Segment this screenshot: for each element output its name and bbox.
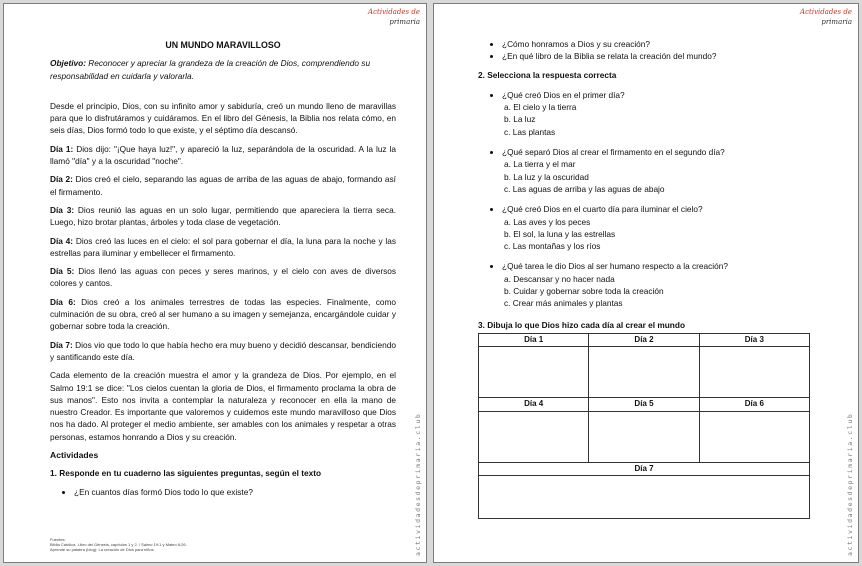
question-item: • ¿En cuantos días formó Dios todo lo que existe? (74, 486, 396, 498)
answer-option[interactable]: a. El cielo y la tierra (504, 102, 577, 113)
section-3-heading: 3. Dibuja lo que Dios hizo cada día al crear el mundo (478, 319, 686, 330)
side-watermark: actividadesdeprimaria.club (414, 412, 422, 556)
answer-option[interactable]: a. Las aves y los peces (504, 216, 591, 227)
day-paragraph: Día 2: Dios creó el cielo, separando las aguas de arriba de las aguas de abajo, formando así el firmamento. (50, 174, 396, 197)
drawing-box[interactable] (699, 347, 809, 398)
activities-heading: Actividades (50, 450, 99, 461)
day-header: Día 5 (589, 398, 699, 411)
day-header: Día 1 (479, 333, 589, 346)
objective: Objetivo: Reconocer y apreciar la grandeza de la creación de Dios, comprendiendo su responsabilidad en cuidarla y valorarla. (50, 58, 371, 81)
answer-option[interactable]: b. El sol, la luna y las estrellas (504, 228, 616, 239)
days-list (50, 143, 396, 363)
drawing-box[interactable] (479, 411, 589, 462)
mc-question (478, 89, 812, 138)
section-2-heading: 2. Selecciona la respuesta correcta (478, 69, 617, 80)
question-text: • ¿Qué creó Dios en el cuarto día para iluminar el cielo? (502, 203, 812, 215)
day-header: Día 2 (589, 333, 699, 346)
question-item: • ¿Cómo honramos a Dios y su creación? (502, 38, 812, 50)
day-paragraph: Día 6: Dios creó a los animales terrestres de todas las especies. Finalmente, como culminación de su obra, creó al ser humano a su imagen y semejanza, encargándole cuidar y gobernar sobre toda la creación. (50, 296, 397, 332)
answer-option[interactable]: c. Las aguas de arriba y las aguas de abajo (504, 183, 665, 194)
day-header: Día 6 (699, 398, 809, 411)
drawing-box[interactable] (699, 411, 809, 462)
answer-option[interactable]: b. Cuidar y gobernar sobre toda la creación (504, 286, 664, 297)
mc-question (478, 260, 812, 309)
day-paragraph: Día 5: Dios llenó las aguas con peces y seres marinos, y el cielo con aves de diversos colores y cantos. (50, 266, 397, 289)
intro-paragraph: Desde el principio, Dios, con su infinito amor y sabiduría, creó un mundo lleno de maravillas para que lo disfrutáramos y cuidáramos. En el libro del Génesis, la Biblia nos relata cómo, en seis días, Dios formó todo lo que existe, y el séptimo día descansó. (50, 100, 396, 136)
day-header: Día 4 (479, 398, 589, 411)
drawing-box[interactable] (479, 475, 810, 518)
answer-option[interactable]: a. La tierra y el mar (504, 159, 576, 170)
worksheet-page-1 (3, 3, 427, 563)
closing-paragraph: Cada elemento de la creación muestra el amor y la grandeza de Dios. Por ejemplo, en el Salmo 19:1 se dice: "Los cielos cuentan la gloria de Dios, el firmamento proclama la obra de sus manos". Esto nos invita a contemplar la naturaleza y reconocer en ella la mano de nuestro Creador. Es importante que valoremos y cuidemos este mundo maravilloso que Dios nos ha dado. Al proteger el medio ambiente, ser amables con los animales y respetar a otras personas, estamos honrando a Dios y su creación. (50, 370, 396, 442)
section-1-heading: 1. Responde en tu cuaderno las siguientes preguntas, según el texto (50, 468, 322, 479)
drawing-box[interactable] (589, 411, 699, 462)
day-paragraph: Día 3: Dios reunió las aguas en un solo lugar, permitiendo que apareciera la tierra seca. Luego, hizo brotar plantas, árboles y toda clase de vegetación. (50, 204, 396, 228)
page-1-content (50, 39, 396, 498)
answer-option[interactable]: b. La luz y la oscuridad (504, 171, 589, 182)
side-watermark: actividadesdeprimaria.club (846, 412, 854, 556)
answer-option[interactable]: a. Descansar y no hacer nada (504, 273, 615, 284)
brand-logo: Actividades de primaria (368, 8, 420, 26)
questions-continued (478, 38, 812, 63)
mc-question (478, 203, 812, 252)
brand-logo: Actividades de primaria (800, 8, 852, 26)
mc-question (478, 146, 812, 195)
question-text: • ¿Qué creó Dios en el primer día? (502, 89, 812, 101)
question-item: • ¿En qué libro de la Biblia se relata la creación del mundo? (502, 50, 812, 62)
answer-option[interactable]: b. La luz (504, 114, 536, 125)
day-paragraph: Día 4: Dios creó las luces en el cielo: el sol para gobernar el día, la luna para la noche y las estrellas para iluminar y embellecer el firmamento. (50, 235, 396, 258)
day-paragraph: Día 1: Dios dijo: "¡Que haya luz!", y apareció la luz, separándola de la oscuridad. A la luz la llamó "día" y a la oscuridad "noche". (50, 143, 397, 167)
sources-footnote: Fuentes: Biblia Católica, Libro del Génesis, capítulos 1 y 2. / Salmo 19:1 y Mateo 6:26. Aprende su palabra (blog): La creación de Dios para niños (50, 537, 187, 552)
answer-option[interactable]: c. Crear más animales y plantas (504, 298, 623, 309)
drawing-table (478, 333, 810, 519)
day-paragraph: Día 7: Dios vio que todo lo que había hecho era muy bueno y decidió descansar, bendiciendo y santificando este día. (50, 339, 397, 362)
question-text: • ¿Qué tarea le dio Dios al ser humano respecto a la creación? (502, 260, 812, 272)
worksheet-page-2 (433, 3, 859, 563)
multiple-choice-list (478, 89, 812, 310)
question-text: • ¿Qué separó Dios al crear el firmamento en el segundo día? (502, 146, 812, 158)
page-2-content (478, 38, 812, 519)
day-header: Día 7 (479, 462, 810, 475)
answer-option[interactable]: c. Las plantas (504, 126, 556, 137)
page-title: UN MUNDO MARAVILLOSO (165, 40, 281, 50)
day-header: Día 3 (699, 333, 809, 346)
drawing-box[interactable] (479, 347, 589, 398)
answer-option[interactable]: c. Las montañas y los ríos (504, 241, 601, 252)
drawing-box[interactable] (589, 347, 699, 398)
